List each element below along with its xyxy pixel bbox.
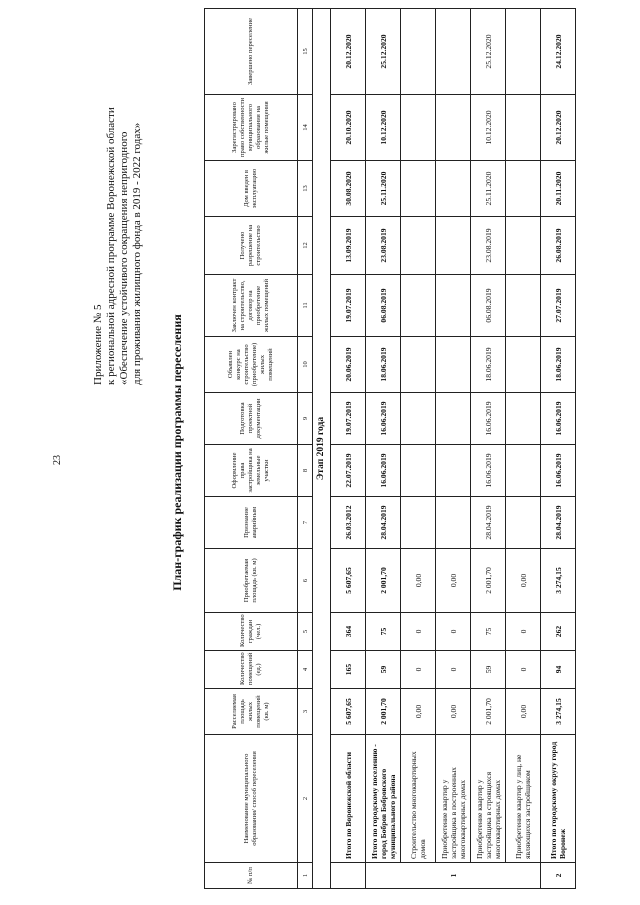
cell-date (506, 161, 541, 217)
column-number: 15 (298, 9, 313, 95)
cell-date: 26.03.2012 (331, 497, 366, 549)
column-number: 5 (298, 613, 313, 651)
cell-units: 94 (541, 651, 576, 689)
cell-date: 23.08.2019 (471, 217, 506, 275)
row-name: Приобретение квартир у лиц, не являющихся застройщиком (506, 735, 541, 863)
cell-date (436, 275, 471, 337)
cell-date: 18.06.2019 (471, 337, 506, 393)
cell-date: 27.07.2019 (541, 275, 576, 337)
cell-date: 28.04.2019 (366, 497, 401, 549)
cell-date: 25.12.2020 (471, 9, 506, 95)
cell-date: 19.07.2019 (331, 393, 366, 445)
column-header: Завершено переселение (205, 9, 298, 95)
cell-date: 25.12.2020 (366, 9, 401, 95)
column-number: 4 (298, 651, 313, 689)
cell-area: 2 001,70 (366, 689, 401, 735)
column-header: Приобретаемая площадь (кв. м) (205, 549, 298, 613)
cell-area: 0,00 (436, 689, 471, 735)
cell-date (436, 337, 471, 393)
header-row (205, 9, 298, 889)
column-header: Получено разрешение на строительство (205, 217, 298, 275)
cell-area: 3 274,15 (541, 689, 576, 735)
cell-date: 30.08.2020 (331, 161, 366, 217)
cell-date: 10.12.2020 (471, 95, 506, 161)
cell-people: 262 (541, 613, 576, 651)
column-header: Количество граждан (чел.) (205, 613, 298, 651)
cell-units: 59 (366, 651, 401, 689)
cell-date: 28.04.2019 (541, 497, 576, 549)
cell-people: 75 (366, 613, 401, 651)
table-row (436, 9, 471, 889)
cell-date (506, 497, 541, 549)
cell-date: 06.08.2019 (471, 275, 506, 337)
column-header: Зарегистрировано право собственности муниципального образования на жилые помещения (205, 95, 298, 161)
cell-date (401, 445, 436, 497)
document-title: План-график реализации программы переселения (170, 314, 184, 591)
cell-date (506, 275, 541, 337)
cell-date (436, 161, 471, 217)
cell-date: 10.12.2020 (366, 95, 401, 161)
cell-date (436, 95, 471, 161)
cell-date: 16.06.2019 (541, 445, 576, 497)
column-number: 12 (298, 217, 313, 275)
cell-date: 20.10.2020 (331, 95, 366, 161)
table-row (506, 9, 541, 889)
cell-date (401, 275, 436, 337)
cell-date (436, 9, 471, 95)
cell-date (506, 217, 541, 275)
cell-date: 20.12.2020 (541, 95, 576, 161)
column-header: Наименование муниципального образования/ способ переселения (205, 735, 298, 863)
cell-area: 5 607,65 (331, 689, 366, 735)
stage-row (313, 9, 331, 889)
column-number: 1 (298, 863, 313, 889)
table-row (471, 9, 506, 889)
cell-units: 0 (436, 651, 471, 689)
column-number: 10 (298, 337, 313, 393)
cell-acquired-area: 2 001,70 (366, 549, 401, 613)
column-header: Объявлен конкурс на строительство (приобретение) жилых помещений (205, 337, 298, 393)
row-name: Приобретение квартир у застройщика в построенных многоквартирных домах (436, 735, 471, 863)
table-row (401, 9, 436, 889)
cell-area: 2 001,70 (471, 689, 506, 735)
cell-date (401, 161, 436, 217)
cell-people: 0 (401, 613, 436, 651)
stage-label: Этап 2019 года (313, 9, 331, 889)
column-number: 3 (298, 689, 313, 735)
cell-date (401, 95, 436, 161)
column-header: Признание аварийным (205, 497, 298, 549)
cell-date: 16.06.2019 (471, 445, 506, 497)
row-name: Итого по городскому поселению - город Бобров Бобровского муниципального района (366, 735, 401, 863)
column-header: Расселяемая площадь жилых помещений (кв. м) (205, 689, 298, 735)
cell-date (401, 217, 436, 275)
row-name: Итого по Воронежской области (331, 735, 366, 863)
cell-date (401, 497, 436, 549)
cell-date (401, 9, 436, 95)
column-number: 9 (298, 393, 313, 445)
table-row (331, 9, 366, 889)
cell-acquired-area: 0,00 (506, 549, 541, 613)
cell-date: 28.04.2019 (471, 497, 506, 549)
cell-date (506, 393, 541, 445)
cell-date: 20.12.2020 (331, 9, 366, 95)
column-header: Количество помещений (ед.) (205, 651, 298, 689)
cell-date: 24.12.2020 (541, 9, 576, 95)
cell-date: 25.11.2020 (366, 161, 401, 217)
table-row (366, 9, 401, 889)
appendix-block (92, 25, 144, 385)
cell-date: 13.09.2019 (331, 217, 366, 275)
row-name: Приобретение квартир у застройщика в строящихся многоквартирных домах (471, 735, 506, 863)
column-number-row (298, 9, 313, 889)
row-number: 2 (541, 863, 576, 889)
cell-date: 23.08.2019 (366, 217, 401, 275)
column-header: Заключен контракт на строительство, договор на приобретение жилых помещений (205, 275, 298, 337)
cell-people: 0 (436, 613, 471, 651)
column-number: 8 (298, 445, 313, 497)
cell-date: 25.11.2020 (471, 161, 506, 217)
column-header: Подготовка проектной документации (205, 393, 298, 445)
appendix-line: Приложение № 5 (92, 304, 104, 385)
cell-people: 75 (471, 613, 506, 651)
cell-date: 16.06.2019 (366, 445, 401, 497)
cell-area: 0,00 (506, 689, 541, 735)
cell-date: 22.07.2019 (331, 445, 366, 497)
cell-acquired-area: 0,00 (401, 549, 436, 613)
appendix-line: к региональной адресной программе Воронежской области (105, 107, 117, 385)
page-number: 23 (52, 455, 63, 465)
cell-date: 20.11.2020 (541, 161, 576, 217)
row-number (331, 863, 366, 889)
cell-date: 16.06.2019 (541, 393, 576, 445)
cell-date: 20.06.2019 (331, 337, 366, 393)
cell-acquired-area: 3 274,15 (541, 549, 576, 613)
appendix-line: «Обеспечение устойчивого сокращения непригодного (118, 131, 130, 385)
cell-date (436, 497, 471, 549)
cell-date (506, 95, 541, 161)
cell-date (506, 9, 541, 95)
cell-date: 16.06.2019 (471, 393, 506, 445)
cell-date (436, 445, 471, 497)
table-row (541, 9, 576, 889)
column-number: 2 (298, 735, 313, 863)
cell-date: 19.07.2019 (331, 275, 366, 337)
cell-date: 16.06.2019 (366, 393, 401, 445)
row-name: Строительство многоквартирных домов (401, 735, 436, 863)
cell-date (436, 217, 471, 275)
column-number: 13 (298, 161, 313, 217)
column-number: 7 (298, 497, 313, 549)
cell-date: 18.06.2019 (541, 337, 576, 393)
cell-date: 18.06.2019 (366, 337, 401, 393)
row-name: Итого по городскому округу город Воронеж (541, 735, 576, 863)
column-number: 6 (298, 549, 313, 613)
cell-people: 0 (506, 613, 541, 651)
column-header: Оформление права застройщика на земельные участки (205, 445, 298, 497)
schedule-table (204, 8, 576, 889)
cell-area: 0,00 (401, 689, 436, 735)
cell-date: 06.08.2019 (366, 275, 401, 337)
column-header: Дом введен в эксплуатацию (205, 161, 298, 217)
cell-units: 165 (331, 651, 366, 689)
cell-units: 0 (401, 651, 436, 689)
cell-date: 26.08.2019 (541, 217, 576, 275)
cell-acquired-area: 2 001,70 (471, 549, 506, 613)
cell-acquired-area: 5 607,65 (331, 549, 366, 613)
row-number: 1 (366, 863, 541, 889)
cell-date (401, 337, 436, 393)
cell-acquired-area: 0,00 (436, 549, 471, 613)
column-number: 14 (298, 95, 313, 161)
column-header: № п/п (205, 863, 298, 889)
cell-date (401, 393, 436, 445)
cell-date (436, 393, 471, 445)
column-number: 11 (298, 275, 313, 337)
cell-people: 364 (331, 613, 366, 651)
cell-units: 59 (471, 651, 506, 689)
cell-date (506, 445, 541, 497)
appendix-line: для проживания жилищного фонда в 2019 - 2022 годах» (131, 122, 143, 385)
cell-date (506, 337, 541, 393)
cell-units: 0 (506, 651, 541, 689)
